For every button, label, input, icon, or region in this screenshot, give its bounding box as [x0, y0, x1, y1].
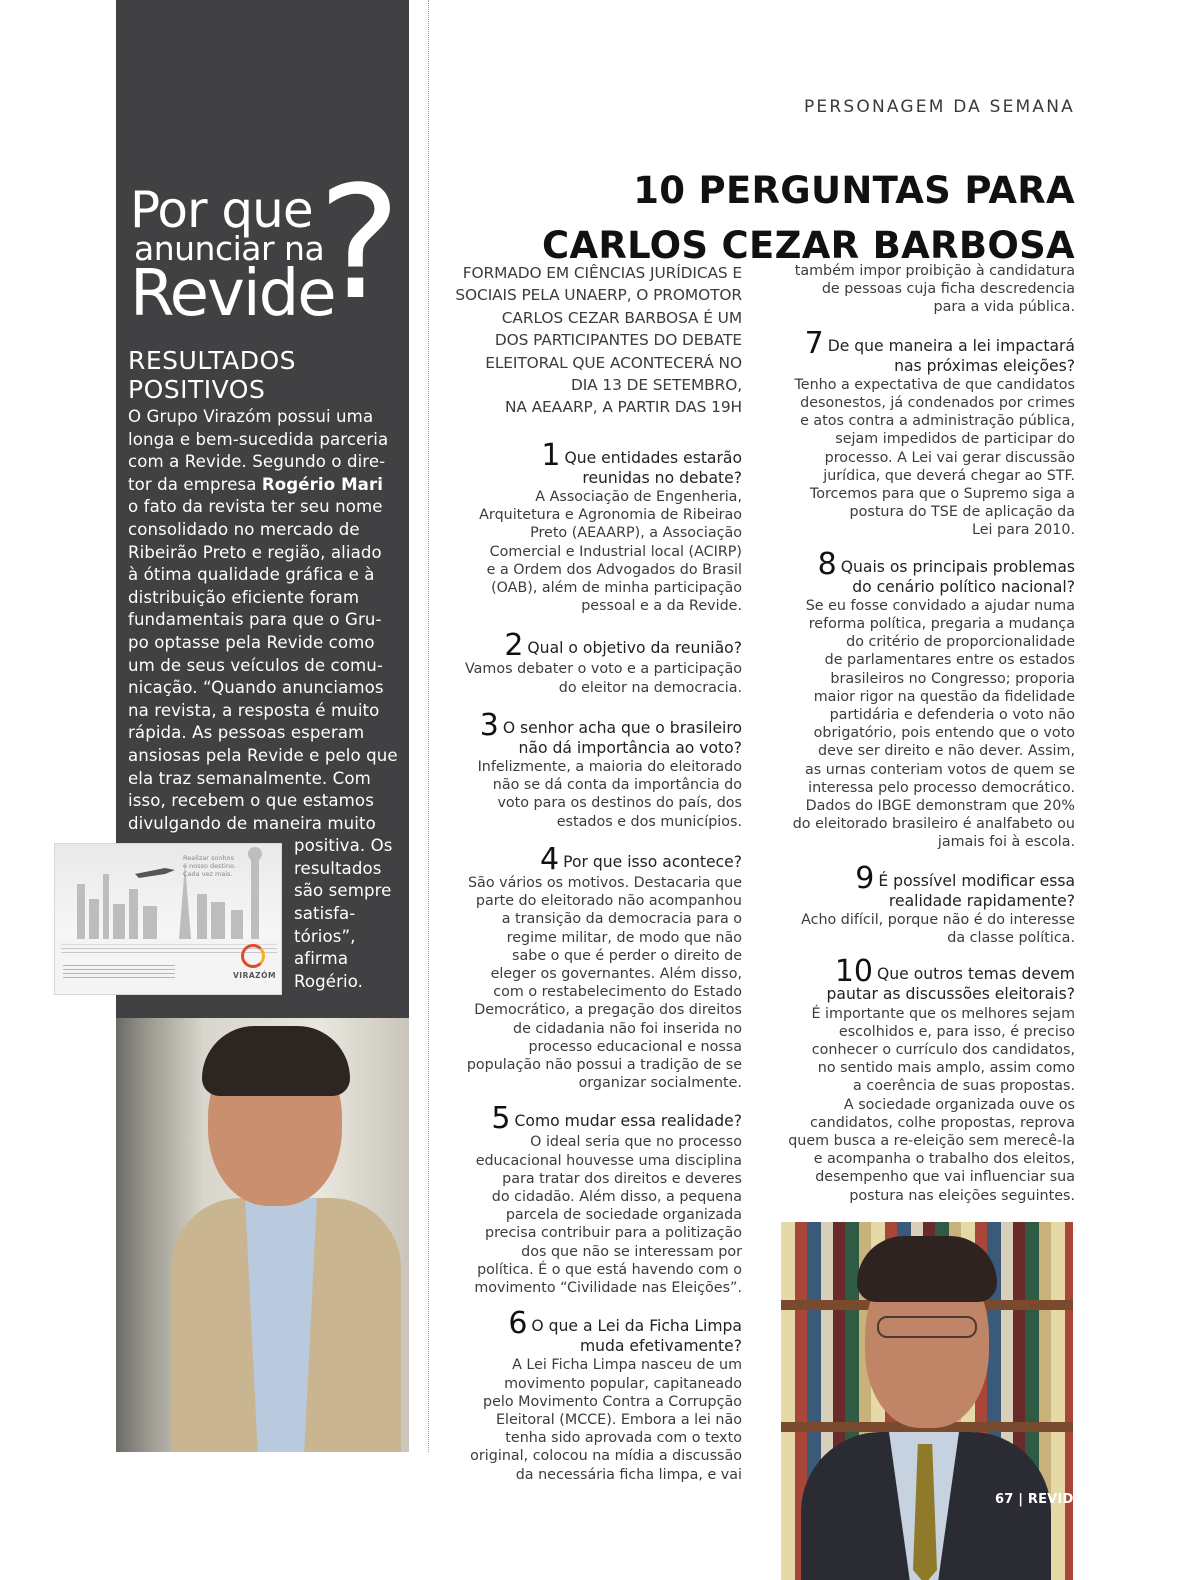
sidebar-body-line — [128, 768, 390, 791]
answer-line: A Associação de Engenheria, — [535, 489, 742, 506]
answer — [775, 911, 1075, 947]
question-text: Que outros temas devem — [877, 965, 1075, 984]
ad-logo-text: VIRAZÓM — [233, 971, 276, 980]
sidebar-body-text-run: um de seus veículos de comu- — [128, 655, 383, 675]
sidebar-body-text-run: com a Revide. Segundo o dire- — [128, 452, 386, 472]
answer-line: organizar socialmente. — [578, 1075, 742, 1092]
answer-continuation — [775, 262, 1075, 317]
answer-line: tenha sido aprovada com o texto — [505, 1430, 742, 1447]
sidebar-body-text-run: na revista, a resposta é muito — [128, 700, 380, 720]
question-text: De que maneira a lei impactará — [827, 336, 1075, 355]
answer-line: É importante que os melhores sejam — [811, 1005, 1075, 1022]
sidebar-body-line — [128, 813, 390, 836]
sidebar-body-text-run: ela traz semanalmente. Com — [128, 768, 371, 788]
ad-tagline-line: Realizar sonhos — [183, 854, 234, 862]
answer-line: movimento popular, capitaneado — [504, 1375, 742, 1392]
intro-line: FORMADO EM CIÊNCIAS JURÍDICAS E — [462, 264, 742, 282]
question-line — [450, 437, 742, 473]
answer — [450, 1133, 742, 1297]
ad-tagline-line: Cada vez mais. — [183, 870, 233, 878]
sidebar-body-text-run: O Grupo Virazóm possui uma — [128, 407, 374, 426]
answer-line: voto para os destinos do país, dos — [497, 795, 742, 812]
question — [775, 325, 1075, 375]
sidebar-body-text-run: nicação. “Quando anunciamos — [128, 678, 384, 698]
answer-line: (OAB), além de minha participação — [491, 580, 742, 597]
question-text: muda efetivamente? — [579, 1337, 742, 1356]
question — [450, 437, 742, 487]
question-text: não dá importância ao voto? — [518, 738, 742, 757]
sidebar-body-line — [128, 677, 390, 700]
qa-list-column-2 — [775, 325, 1075, 1205]
qa-item-4 — [450, 841, 742, 1092]
qa-item-6 — [450, 1306, 742, 1484]
section-label: PERSONAGEM DA SEMANA — [803, 97, 1075, 117]
answer-line: Tenho a expectativa de que candidatos — [794, 376, 1075, 393]
question-line — [450, 1101, 742, 1137]
sidebar-body-line: satisfa- — [294, 904, 356, 924]
question-line — [775, 985, 1075, 1003]
sidebar-body-text-run: isso, recebem o que estamos — [128, 791, 374, 811]
answer-line: postura do TSE de aplicação da — [849, 504, 1075, 521]
answer — [450, 488, 742, 615]
question-number: 1 — [541, 437, 561, 473]
answer-line: conhecer o currículo dos candidatos, — [811, 1041, 1075, 1058]
answer — [775, 1005, 1075, 1205]
answer-line: Vamos debater o voto e a participação — [464, 661, 742, 678]
big-question-mark: ? — [318, 152, 401, 334]
sidebar-body-text-run: Ribeirão Preto e região, aliado — [128, 542, 382, 562]
big-title-line-2: anunciar na — [134, 229, 325, 268]
sidebar-body-line: tórios”, — [294, 926, 356, 946]
question-number: 10 — [834, 954, 874, 990]
answer-line: Se eu fosse convidado a ajudar numa — [805, 597, 1075, 614]
answer-line: também impor proibição à candidatura — [794, 263, 1075, 279]
intro-line: NA AEAARP, A PARTIR DAS 19H — [504, 398, 742, 417]
answer-line: escolhidos e, para isso, é preciso — [838, 1023, 1075, 1040]
question-text: O que a Lei da Ficha Limpa — [531, 1317, 742, 1336]
qa-item-10 — [775, 954, 1075, 1204]
article-intro — [450, 262, 742, 419]
answer — [450, 758, 742, 831]
intro-line: DOS PARTICIPANTES DO DEBATE — [494, 331, 742, 350]
answer-line: as urnas conteriam votos de quem se — [804, 761, 1075, 778]
intro-line: ELEITORAL QUE ACONTECERÁ NO — [485, 353, 742, 372]
sidebar-body-text-run: longa e bem-sucedida parceria — [128, 429, 389, 449]
headline-line: CARLOS CEZAR BARBOSA — [541, 224, 1075, 267]
sidebar-subtitle-line: POSITIVOS — [128, 375, 266, 404]
question-line — [775, 860, 1075, 896]
sidebar-body-line — [128, 700, 390, 723]
question-line — [450, 707, 742, 743]
answer-line: postura nas eleições seguintes. — [849, 1187, 1075, 1204]
qa-item-2 — [450, 628, 742, 696]
answer-line: do cidadão. Além disso, a pequena — [491, 1188, 742, 1205]
answer-line: A Lei Ficha Limpa nasceu de um — [512, 1357, 742, 1374]
intro-line: DIA 13 DE SETEMBRO, — [570, 376, 742, 395]
answer-line: Arquitetura e Agronomia de Ribeirao — [479, 507, 742, 524]
answer-line: educacional houvesse uma disciplina — [475, 1152, 742, 1169]
answer-line: sejam impedidos de participar do — [835, 431, 1075, 448]
answer-line: no sentido mais amplo, assim como — [817, 1060, 1075, 1077]
answer-line: pelo Movimento Contra a Corrupção — [483, 1393, 742, 1410]
sidebar-body-line — [128, 722, 390, 745]
answer-line: O ideal seria que no processo — [530, 1134, 742, 1151]
sidebar-big-title — [130, 152, 410, 335]
question-text: Como mudar essa realidade? — [514, 1112, 742, 1131]
question-line — [450, 1306, 742, 1342]
page-headline — [542, 163, 1075, 273]
answer-line: Democrático, a pregação dos direitos — [474, 1002, 742, 1019]
answer-line: para a vida pública. — [933, 299, 1075, 316]
answer — [775, 597, 1075, 852]
answer-line: Torcemos para que o Supremo siga a — [809, 486, 1075, 503]
answer-line: parte do eleitorado não acompanhou — [475, 893, 742, 910]
answer-line: de pessoas cuja ficha descredencia — [821, 281, 1075, 298]
answer-line: e a Ordem dos Advogados do Brasil — [486, 561, 742, 578]
sidebar-body-text-run: distribuição eficiente foram — [128, 587, 360, 607]
ad-tagline — [183, 854, 236, 878]
article-column-1 — [450, 262, 742, 1484]
sidebar-body-line — [128, 429, 390, 452]
answer-line: São vários os motivos. Destacaria que — [467, 874, 742, 891]
sidebar-body-text-run: ansiosas pela Revide e pelo que — [128, 745, 398, 765]
headline-line: 10 PERGUNTAS PARA — [633, 169, 1075, 212]
question — [450, 1101, 742, 1137]
answer — [450, 660, 742, 696]
answer-line: regime militar, de modo que não — [506, 929, 742, 946]
answer — [450, 874, 742, 1092]
ad-address-block — [63, 962, 223, 981]
answer-line: e atos contra a administração pública, — [800, 413, 1075, 430]
sidebar-body-line: afirma — [294, 949, 349, 969]
answer-line: dos que não se interessam por — [521, 1243, 742, 1260]
intro-line: SOCIAIS PELA UNAERP, O PROMOTOR — [455, 286, 742, 305]
answer-line: desempenho que vai influenciar sua — [815, 1169, 1075, 1186]
question-number: 8 — [817, 546, 837, 582]
answer-line: da necessária ficha limpa, e vai — [515, 1466, 742, 1483]
question — [450, 841, 742, 877]
sidebar-body-text-run: consolidado no mercado de — [128, 519, 360, 539]
question-line — [450, 1337, 742, 1355]
answer-line: interessa pelo processo democrático. — [808, 779, 1075, 796]
answer-line: do eleitor na democracia. — [558, 679, 742, 696]
answer-line: quem busca a re-eleição sem merecê-la — [788, 1132, 1075, 1149]
answer-line: população não possui a tradição de se — [466, 1056, 742, 1073]
answer-line: política. É o que está havendo com o — [477, 1261, 742, 1278]
virazom-ad-thumbnail — [54, 843, 282, 995]
sidebar-body-line: resultados — [294, 858, 382, 878]
answer-line: movimento “Civilidade nas Eleições”. — [474, 1279, 742, 1296]
sidebar-subtitle-line: RESULTADOS — [128, 346, 297, 375]
question-number: 5 — [491, 1101, 511, 1137]
qa-item-1 — [450, 437, 742, 616]
answer-line: de parlamentares entre os estados — [824, 652, 1075, 669]
photo-rogerio-mari — [116, 1018, 409, 1452]
answer-line: deve ser direito e não dever. Assim, — [818, 743, 1075, 760]
question-line — [450, 628, 742, 664]
answer-line: Eleitoral (MCCE). Embora a lei não — [496, 1411, 742, 1428]
sidebar-body-text-run: fundamentais para que o Gru- — [128, 610, 382, 630]
answer-line: original, colocou na mídia a discussão — [470, 1448, 742, 1465]
sidebar-body-text-run: à ótima qualidade gráfica e à — [128, 565, 375, 585]
qa-item-9 — [775, 860, 1075, 948]
ad-skyline-image — [55, 844, 282, 939]
answer-line: Infelizmente, a maioria do eleitorado — [477, 759, 742, 776]
sidebar-body-text-run: rápida. As pessoas esperam — [128, 723, 365, 743]
answer-line: jamais foi à escola. — [937, 834, 1075, 851]
sidebar-body-line — [128, 564, 390, 587]
question-text: do cenário político nacional? — [852, 577, 1075, 596]
answer-line: maior rigor na questão da fidelidade — [813, 688, 1075, 705]
answer-line: Comercial e Industrial local (ACIRP) — [489, 543, 742, 560]
page-folio: 67 | REVIDE — [995, 1492, 1083, 1507]
sidebar-body-text-run: tor da empresa — [128, 474, 262, 494]
virazom-logo-icon — [241, 944, 265, 968]
answer-line: processo educacional e nossa — [528, 1038, 742, 1055]
question — [775, 954, 1075, 1004]
answer-line: estados e dos municípios. — [556, 813, 742, 830]
sidebar-body-line — [128, 406, 390, 429]
question-text: Quais os principais problemas — [840, 557, 1075, 576]
sidebar-body-text-run: po optasse pela Revide como — [128, 632, 375, 652]
sidebar-subtitle — [128, 346, 398, 404]
question-text: nas próximas eleições? — [894, 356, 1075, 375]
question-number: 3 — [479, 707, 499, 743]
question-number: 7 — [804, 325, 824, 361]
sidebar-body-line: positiva. Os — [294, 836, 393, 856]
ad-skyline-icon — [55, 844, 282, 939]
sidebar-bold-name: Rogério Mari — [261, 474, 384, 494]
answer-line: reforma política, pregaria a mudança — [808, 616, 1075, 633]
big-title-line-1: Por que — [130, 181, 313, 239]
answer-line: do critério de proporcionalidade — [846, 634, 1075, 651]
answer-line: de cidadania não foi inserida no — [513, 1020, 742, 1037]
answer-line: e acompanha o trabalho dos eleitos, — [813, 1151, 1075, 1168]
answer — [450, 1356, 742, 1483]
question-line — [775, 892, 1075, 910]
ad-tagline-line: é nosso destino. — [183, 862, 236, 870]
question-text: É possível modificar essa — [878, 871, 1075, 890]
answer-line: desonestos, já condenados por crimes — [800, 395, 1075, 412]
answer-line: obrigatório, pois entendo que o voto — [813, 725, 1075, 742]
answer-line: A sociedade organizada ouve os — [843, 1096, 1075, 1113]
sidebar-body-line — [128, 519, 390, 542]
qa-item-3 — [450, 707, 742, 831]
question-text: O senhor acha que o brasileiro — [502, 718, 742, 737]
sidebar-body-line — [128, 587, 390, 610]
answer-line: parcela de sociedade organizada — [505, 1207, 742, 1224]
answer-line: para tratar dos direitos e deveres — [502, 1170, 742, 1187]
intro-line: CARLOS CEZAR BARBOSA É UM — [501, 308, 742, 327]
sidebar-body-line — [128, 496, 390, 519]
answer-line: Acho difícil, porque não é do interesse — [801, 911, 1075, 928]
answer — [775, 376, 1075, 540]
answer-line: partidária e defenderia o voto não — [829, 707, 1075, 724]
article-column-2 — [775, 262, 1075, 1205]
qa-item-7 — [775, 325, 1075, 540]
question-text: pautar as discussões eleitorais? — [826, 985, 1075, 1004]
question — [775, 860, 1075, 910]
answer-line: a transição da democracia para o — [501, 911, 742, 928]
sidebar-body-line: são sempre — [294, 881, 392, 901]
question-text: Qual o objetivo da reunião? — [527, 639, 742, 658]
question-text: Que entidades estarão — [564, 448, 742, 467]
sidebar-body-line: Rogério. — [294, 971, 364, 991]
answer-line: da classe política. — [947, 930, 1075, 947]
answer-line: brasileiros no Congresso; proporia — [830, 670, 1075, 687]
answer-line: do eleitorado brasileiro é analfabeto ou — [792, 816, 1075, 833]
answer-line: processo. A Lei vai gerar discussão — [824, 449, 1075, 466]
question-line — [450, 469, 742, 487]
question-number: 9 — [855, 860, 875, 896]
sidebar-body-line — [128, 542, 390, 565]
answer-line: Dados do IBGE demonstram que 20% — [805, 798, 1075, 815]
answer-line: não se dá conta da importância do — [492, 777, 742, 794]
big-title-line-3: Revide — [130, 257, 335, 331]
answer-line: com o restabelecimento do Estado — [493, 984, 742, 1001]
sidebar-body-line — [128, 790, 390, 813]
qa-item-5 — [450, 1101, 742, 1297]
answer-line: eleger os governantes. Além disso, — [490, 965, 742, 982]
sidebar-body-line — [128, 609, 390, 632]
question-number: 2 — [504, 628, 524, 664]
sidebar-body-text-run: o fato da revista ter seu nome — [128, 497, 383, 517]
question — [775, 546, 1075, 596]
question-number: 6 — [508, 1306, 528, 1342]
question-line — [775, 954, 1075, 990]
sidebar-body-line — [128, 474, 390, 497]
sidebar-body-line — [128, 632, 390, 655]
answer-line: candidatos, colhe propostas, reprova — [810, 1114, 1075, 1131]
question — [450, 707, 742, 757]
answer-line: precisa contribuir para a politização — [485, 1225, 742, 1242]
qa-list-column-1 — [450, 437, 742, 1484]
question-line — [775, 325, 1075, 361]
sidebar-body-line — [128, 451, 390, 474]
question-line — [775, 546, 1075, 582]
answer-line: jurídica, que deverá chegar ao STF. — [823, 467, 1075, 484]
question-text: reunidas no debate? — [582, 468, 742, 487]
question-number: 4 — [540, 841, 560, 877]
question-text: Por que isso acontece? — [563, 852, 742, 871]
answer-line: sabe o que é perder o direito de — [512, 947, 742, 964]
answer-line: pessoal e a da Revide. — [581, 598, 742, 615]
question-line — [450, 841, 742, 877]
column-divider — [428, 0, 429, 1452]
sidebar-body-line — [128, 745, 398, 768]
question — [450, 1306, 742, 1356]
question-text: realidade rapidamente? — [888, 891, 1075, 910]
photo-carlos-cezar-barbosa — [781, 1222, 1073, 1580]
sidebar-body-line — [128, 655, 390, 678]
answer-line: Preto (AEAARP), a Associação — [530, 525, 742, 542]
sidebar-body-text-run: divulgando de maneira muito — [128, 813, 376, 833]
qa-item-8 — [775, 546, 1075, 852]
question — [450, 628, 742, 664]
answer-line: a coerência de suas propostas. — [853, 1078, 1075, 1095]
answer-line: Lei para 2010. — [972, 522, 1075, 539]
